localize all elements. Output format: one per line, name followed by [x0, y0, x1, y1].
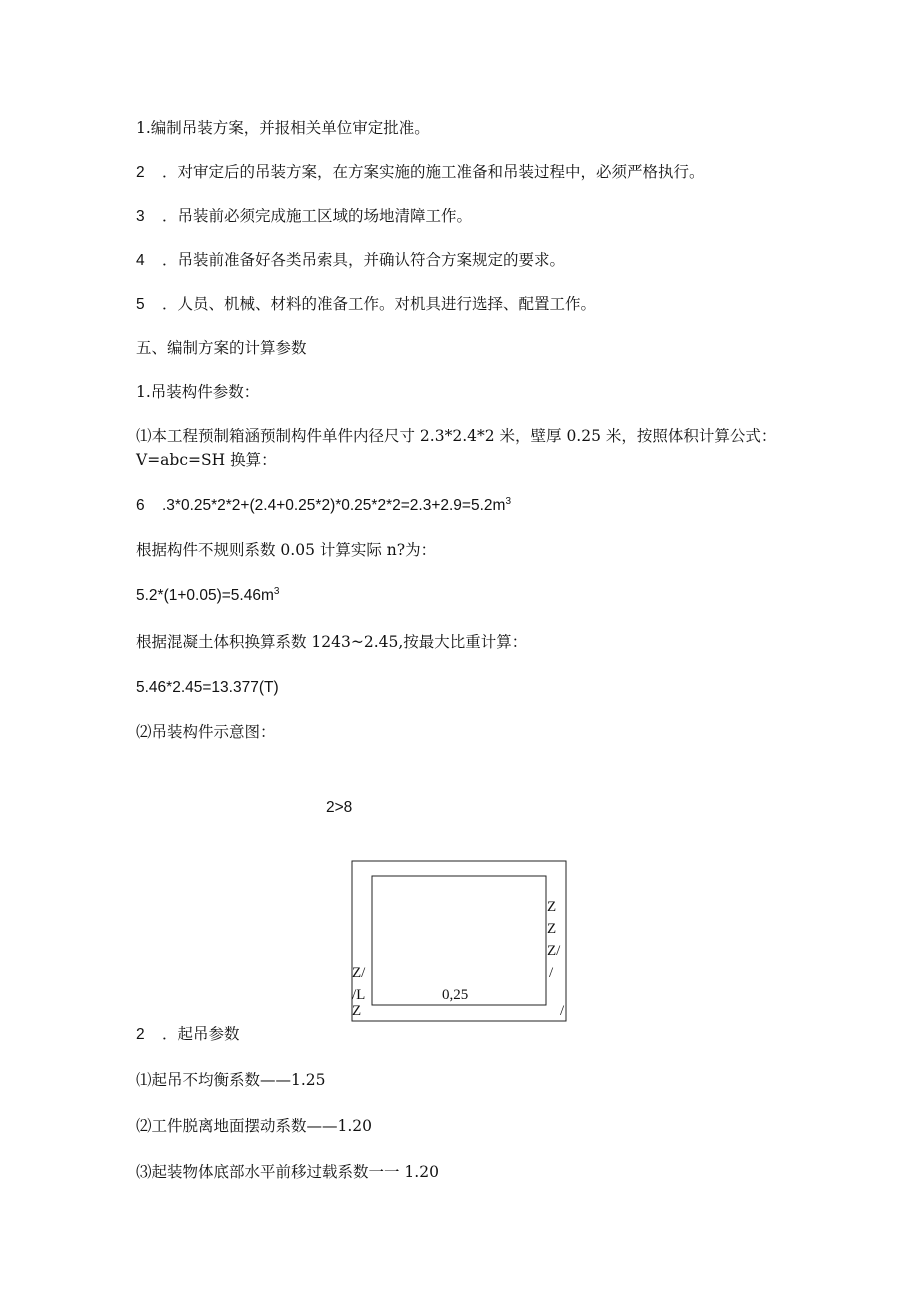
paragraph-irregular-factor: 根据构件不规则系数 0.05 计算实际 n?为：: [136, 541, 437, 559]
lift-param-1: ⑴起吊不均衡系数——1.25: [136, 1071, 326, 1089]
paragraph-dimensions: ⑴本工程预制箱涵预制构件单件内径尺寸 2.3*2.4*2 米，壁厚 0.25 米，按照体积计算公式：V=abc=SH 换算：: [136, 427, 777, 469]
right-wall-label-3: Z/: [547, 943, 561, 959]
left-wall-label-3: Z: [352, 1003, 362, 1019]
lift-param-3: ⑶起装物体底部水平前移过载系数一一 1.20: [136, 1163, 439, 1181]
left-wall-label-2: /L: [352, 987, 366, 1003]
lift-params-heading: 2 ．起吊参数: [136, 1025, 240, 1043]
step-2: 2 ．对审定后的吊装方案，在方案实施的施工准备和吊装过程中，必须严格执行。: [136, 163, 705, 181]
section-heading: 五、编制方案的计算参数: [136, 339, 307, 357]
right-wall-label-1: Z: [547, 899, 557, 915]
step-4: 4 ．吊装前准备好各类吊索具，并确认符合方案规定的要求。: [136, 251, 566, 269]
subsection-1-heading: 1.吊装构件参数：: [136, 383, 260, 401]
right-wall-label-4: /: [549, 965, 554, 981]
equation-actual-volume: $5.2*(1+0.05)=5.46m^3$: [136, 585, 280, 604]
corner-mark: /: [560, 1003, 565, 1019]
equation-weight: 5.46*2.45=13.377(T): [136, 679, 279, 696]
diagram-top-label: 2>8: [326, 799, 353, 816]
paragraph-density: 根据混凝土体积换算系数 1243~2.45,按最大比重计算：: [136, 633, 528, 651]
wall-thickness-label: 0,25: [442, 987, 469, 1003]
right-wall-label-2: Z: [547, 921, 557, 937]
step-3: 3 ．吊装前必须完成施工区域的场地清障工作。: [136, 207, 473, 225]
left-wall-label-1: Z/: [352, 965, 366, 981]
step-1: 1.编制吊装方案，并报相关单位审定批准。: [136, 119, 430, 137]
lift-param-2: ⑵工件脱离地面摆动系数——1.20: [136, 1117, 373, 1135]
paragraph-diagram-caption: ⑵吊装构件示意图：: [136, 723, 276, 741]
step-5: 5 ．人员、机械、材料的准备工作。对机具进行选择、配置工作。: [136, 295, 597, 313]
equation-volume: 6 $.3*0.25*2*2+(2.4+0.25*2)*0.25*2*2=2.3+2.9=5.2m^3$: [136, 495, 511, 514]
